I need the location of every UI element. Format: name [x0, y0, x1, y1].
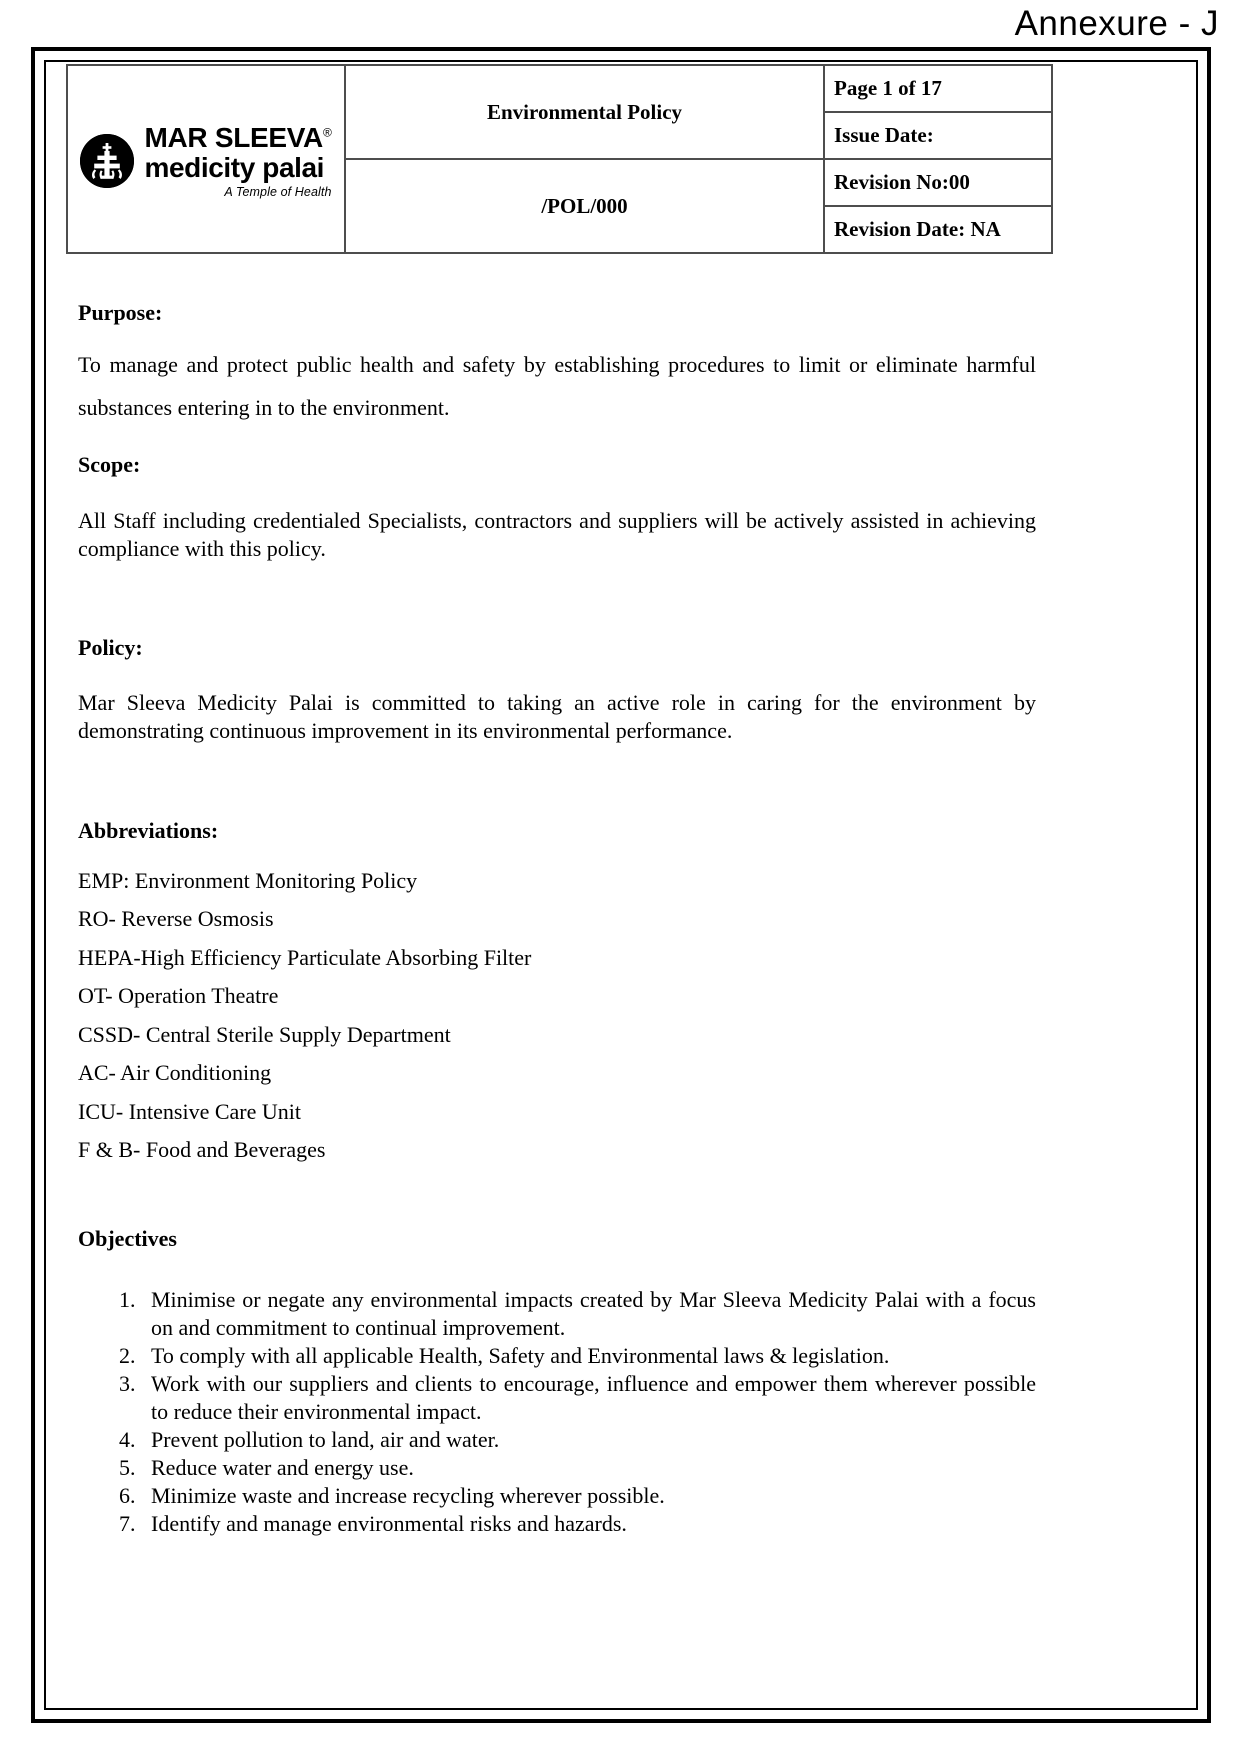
abbreviations-list [78, 862, 1036, 1170]
purpose-text: To manage and protect public health and safety by establishing procedures to limit or eliminate harmful substances entering in to the environment. [78, 352, 1036, 421]
logo-wordmark [144, 121, 332, 199]
document-title-cell: Environmental Policy [345, 65, 824, 159]
header-revision-date: Revision Date: NA [824, 206, 1052, 253]
list-item: AC- Air Conditioning [78, 1060, 272, 1086]
annexure-bar [0, 0, 1241, 50]
policy-text: Mar Sleeva Medicity Palai is committed to taking an active role in caring for the environment by demonstrating continuous improvement in its environmental performance. [78, 690, 1036, 744]
list-item: EMP: Environment Monitoring Policy [78, 867, 418, 893]
document-body [66, 300, 1036, 1538]
scope-text: All Staff including credentialed Specialists, contractors and suppliers will be actively assisted in achieving compliance with this policy. [78, 507, 1036, 561]
logo-name-line2: medicity palai [144, 151, 325, 183]
logo-tagline: A Temple of Health [224, 184, 332, 199]
scope-heading: Scope: [78, 452, 141, 478]
header-page-number: Page 1 of 17 [824, 65, 1052, 112]
header-row-1 [67, 65, 1052, 112]
logo [68, 118, 344, 201]
list-item: OT- Operation Theatre [78, 983, 279, 1009]
list-item: HEPA-High Efficiency Particulate Absorbing Filter [78, 944, 532, 970]
purpose-heading: Purpose: [78, 300, 163, 325]
document-content [66, 64, 1036, 1538]
list-item: CSSD- Central Sterile Supply Department [78, 1021, 451, 1047]
list-item: RO- Reverse Osmosis [78, 906, 274, 932]
objectives-list [78, 1286, 1036, 1537]
abbreviations-heading: Abbreviations: [78, 817, 219, 843]
document-code-cell: /POL/000 [345, 159, 824, 253]
list-item: 4. Prevent pollution to land, air and water. [141, 1426, 1036, 1454]
document-header-table [66, 64, 1053, 254]
list-item: 6. Minimize waste and increase recycling wherever possible. [141, 1482, 1036, 1510]
logo-cell [67, 65, 345, 253]
list-item: F & B- Food and Beverages [78, 1137, 326, 1163]
list-item: 5. Reduce water and energy use. [141, 1454, 1036, 1482]
logo-name-primary: MAR SLEEVA [144, 121, 323, 153]
list-item: 1. Minimise or negate any environmental impacts created by Mar Sleeva Medicity Palai with a focus on and commitment to continual improvement. [141, 1286, 1036, 1342]
cross-emblem-icon [80, 134, 134, 188]
objectives-heading: Objectives [78, 1225, 177, 1251]
list-item: 3. Work with our suppliers and clients to encourage, influence and empower them wherever possible to reduce their environmental impact. [141, 1370, 1036, 1426]
list-item: 7. Identify and manage environmental risks and hazards. [141, 1510, 1036, 1538]
annexure-label: Annexure - J [1014, 4, 1219, 43]
header-revision-no: Revision No:00 [824, 159, 1052, 206]
list-item: 2. To comply with all applicable Health, Safety and Environmental laws & legislation. [141, 1342, 1036, 1370]
header-issue-date: Issue Date: [824, 112, 1052, 159]
policy-heading: Policy: [78, 634, 143, 660]
registered-trademark-icon: ® [322, 125, 332, 140]
list-item: ICU- Intensive Care Unit [78, 1098, 301, 1124]
logo-name-line1 [144, 121, 332, 153]
